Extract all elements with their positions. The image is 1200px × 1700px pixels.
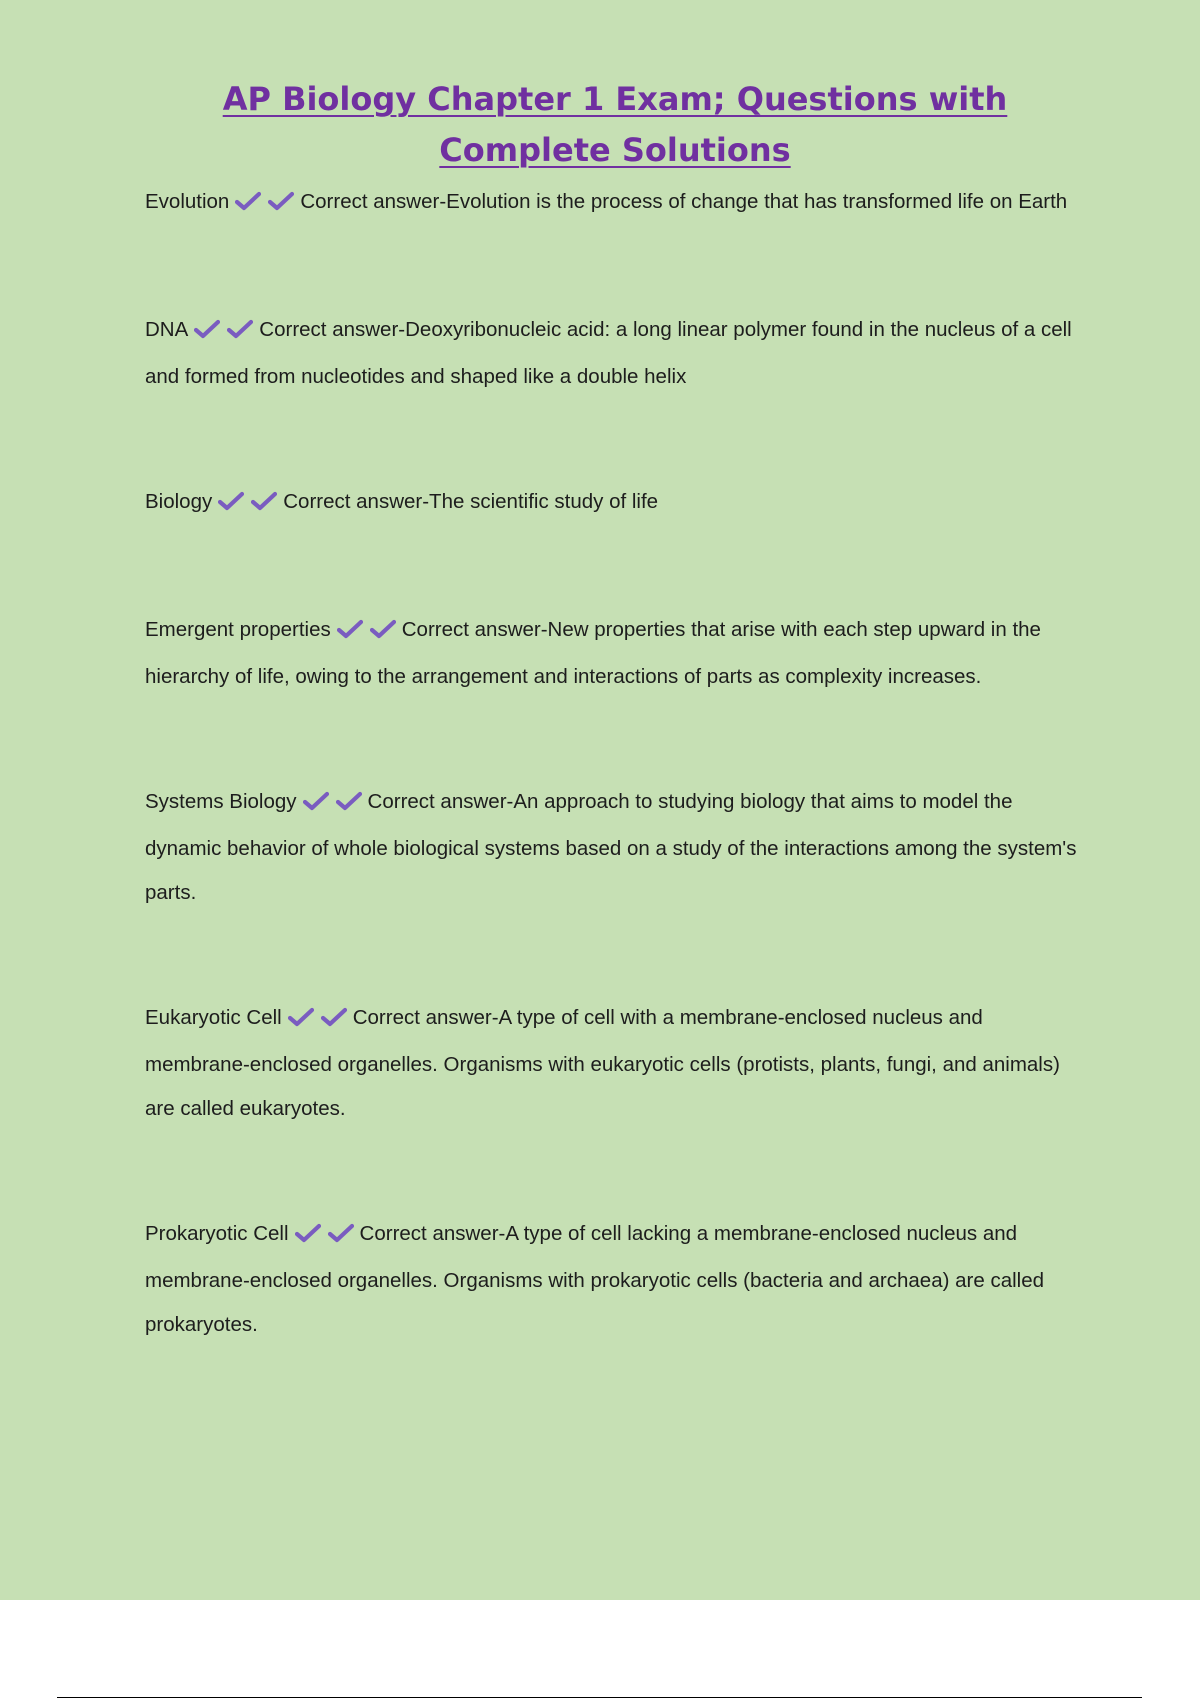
question-term: Eukaryotic Cell bbox=[145, 1006, 282, 1029]
checkmark-icon bbox=[194, 319, 220, 339]
checkmark-icon bbox=[321, 1007, 347, 1027]
document-title: AP Biology Chapter 1 Exam; Questions with Complete Solutions bbox=[222, 80, 1008, 169]
double-check-icon bbox=[194, 311, 253, 355]
question-term: Evolution bbox=[145, 190, 230, 213]
double-check-icon bbox=[295, 1215, 354, 1259]
qa-item bbox=[145, 780, 1085, 915]
question-term: DNA bbox=[145, 318, 189, 341]
double-check-icon bbox=[235, 183, 294, 227]
double-check-icon bbox=[288, 999, 347, 1043]
footer-rule bbox=[57, 1697, 1142, 1698]
answer-text: Correct answer-New properties that arise with each step upward in the hierarchy of life, owing to the arrangement and interactions of parts as complexity increases. bbox=[145, 618, 1041, 688]
checkmark-icon bbox=[328, 1223, 354, 1243]
qa-item bbox=[145, 996, 1085, 1131]
question-list bbox=[145, 180, 1085, 1347]
qa-item bbox=[145, 1212, 1085, 1347]
double-check-icon bbox=[303, 783, 362, 827]
double-check-icon bbox=[218, 483, 277, 527]
checkmark-icon bbox=[336, 791, 362, 811]
answer-text: Correct answer-Deoxyribonucleic acid: a long linear polymer found in the nucleus of a cell and formed from nucleotides and shaped like a double helix bbox=[145, 318, 1072, 388]
checkmark-icon bbox=[251, 491, 277, 511]
checkmark-icon bbox=[268, 191, 294, 211]
checkmark-icon bbox=[227, 319, 253, 339]
checkmark-icon bbox=[218, 491, 244, 511]
question-term: Systems Biology bbox=[145, 790, 297, 813]
answer-text: Correct answer-An approach to studying biology that aims to model the dynamic behavior of whole biological systems based on a study of the interactions among the system's parts. bbox=[145, 790, 1077, 904]
checkmark-icon bbox=[337, 619, 363, 639]
question-term: Prokaryotic Cell bbox=[145, 1222, 289, 1245]
qa-item bbox=[145, 480, 1085, 527]
document-body bbox=[145, 74, 1085, 1347]
answer-text: Correct answer-A type of cell lacking a membrane-enclosed nucleus and membrane-enclosed organelles. Organisms with prokaryotic cells (bacteria and archaea) are called prokaryotes. bbox=[145, 1222, 1045, 1336]
checkmark-icon bbox=[288, 1007, 314, 1027]
checkmark-icon bbox=[303, 791, 329, 811]
answer-text: Correct answer-The scientific study of life bbox=[283, 490, 659, 513]
checkmark-icon bbox=[370, 619, 396, 639]
qa-item bbox=[145, 308, 1085, 399]
qa-item bbox=[145, 608, 1085, 699]
answer-text: Correct answer-Evolution is the process of change that has transformed life on Earth bbox=[300, 190, 1068, 213]
checkmark-icon bbox=[295, 1223, 321, 1243]
answer-text: Correct answer-A type of cell with a membrane-enclosed nucleus and membrane-enclosed organelles. Organisms with eukaryotic cells (protists, plants, fungi, and animals) are called eukaryotes. bbox=[145, 1006, 1060, 1120]
double-check-icon bbox=[337, 611, 396, 655]
qa-item bbox=[145, 180, 1085, 227]
checkmark-icon bbox=[235, 191, 261, 211]
question-term: Emergent properties bbox=[145, 618, 331, 641]
question-term: Biology bbox=[145, 490, 213, 513]
